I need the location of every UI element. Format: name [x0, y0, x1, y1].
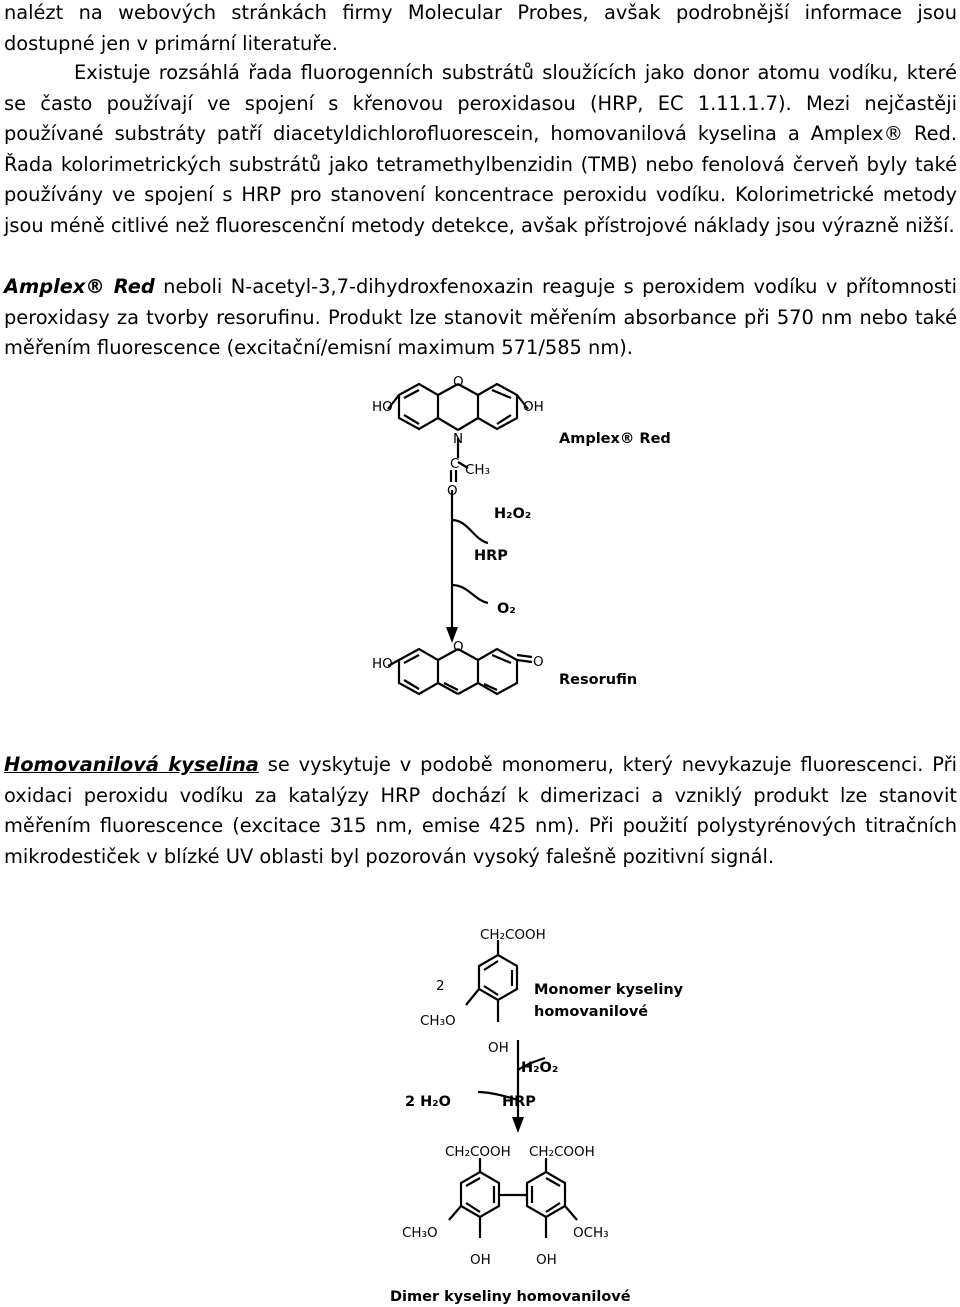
- term-homovanilic-acid: Homovanilová kyselina: [4, 753, 259, 776]
- resorufin-ho-label: HO: [372, 656, 393, 672]
- paragraph-amplex-text: neboli N-acetyl-3,7-dihydroxfenoxazin reaguje s peroxidem vodíku v přítomnosti peroxidasy za tvorby resorufinu. Produkt lze stanovit měřením absorbance při 570 nm nebo také měřením fluorescence (excitační/emisní maximum 571/585 nm).: [4, 275, 957, 359]
- dimer-left-oh-label: OH: [470, 1252, 491, 1268]
- product-o2-label: O₂: [497, 601, 516, 617]
- dimer-left-ch3o-label: CH₃O: [402, 1225, 438, 1241]
- paragraph-homovanilic-text: se vyskytuje v podobě monomeru, který nevykazuje fluorescenci. Při oxidaci peroxidu vodíku za katalýzy HRP dochází k dimerizaci a vzniklý produkt lze stanovit měřením fluorescence (excitace 315 nm, emise 425 nm). Při použití polystyrénových titračních mikrodestiček v blízké UV oblasti byl pozorován vysoký falešně pozitivní signál.: [4, 753, 957, 868]
- dimer-right-ch2cooh-label: CH₂COOH: [529, 1144, 595, 1160]
- byproduct-water-label: 2 H₂O: [405, 1094, 451, 1110]
- term-amplex-red: Amplex® Red: [4, 275, 155, 298]
- amplex-ring-o-label: O: [453, 374, 464, 390]
- reagent-h2o2-label-2: H₂O₂: [521, 1060, 559, 1076]
- resorufin-ring-o-label: O: [453, 639, 464, 655]
- enzyme-hrp-label: HRP: [474, 548, 508, 564]
- dimer-right-oh-label: OH: [536, 1252, 557, 1268]
- monomer-label-line2: homovanilové: [534, 1004, 649, 1020]
- amplex-ho-label: HO: [372, 399, 393, 415]
- amplex-red-label: Amplex® Red: [559, 431, 671, 447]
- monomer-label-line1: Monomer kyseliny: [534, 982, 684, 998]
- resorufin-label: Resorufin: [559, 672, 638, 688]
- monomer-ch2cooh-label: CH₂COOH: [480, 927, 546, 943]
- amplex-ch3-label: CH₃: [465, 462, 490, 478]
- amplex-n-label: N: [453, 431, 464, 447]
- paragraph-intro: nalézt na webových stránkách firmy Molecular Probes, avšak podrobnější informace jsou dostupné jen v primární literatuře.: [4, 1, 957, 55]
- dimer-left-ch2cooh-label: CH₂COOH: [445, 1144, 511, 1160]
- amplex-oh-label: OH: [523, 399, 544, 415]
- reagent-h2o2-label: H₂O₂: [494, 506, 532, 522]
- monomer-oh-label: OH: [488, 1040, 509, 1056]
- amplex-c-label: C: [450, 456, 460, 472]
- dimer-label: Dimer kyseliny homovanilové: [390, 1289, 631, 1305]
- dimer-right-och3-label: OCH₃: [573, 1225, 609, 1241]
- amplex-carbonyl-o-label: O: [447, 483, 458, 499]
- monomer-ch3o-label: CH₃O: [420, 1013, 456, 1029]
- resorufin-carbonyl-o-label: O: [533, 654, 544, 670]
- paragraph-substrates-text: Existuje rozsáhlá řada fluorogenních substrátů sloužících jako donor atomu vodíku, které se často používají ve spojení s křenovou peroxidasou (HRP, EC 1.11.1.7). Mezi nejčastěji používané substráty patří diacetyldichlorofluorescein, homovanilová kyselina a Amplex® Red. Řada kolorimetrických substrátů jako tetramethylbenzidin (TMB) nebo fenolová červeň byly také používány ve spojení s HRP pro stanovení koncentrace peroxidu vodíku. Kolorimetrické metody jsou méně citlivé než fluorescenční metody detekce, avšak přístrojové náklady jsou výrazně nižší.: [4, 61, 957, 237]
- enzyme-hrp-label-2: HRP: [502, 1094, 536, 1110]
- monomer-coefficient: 2: [436, 978, 445, 994]
